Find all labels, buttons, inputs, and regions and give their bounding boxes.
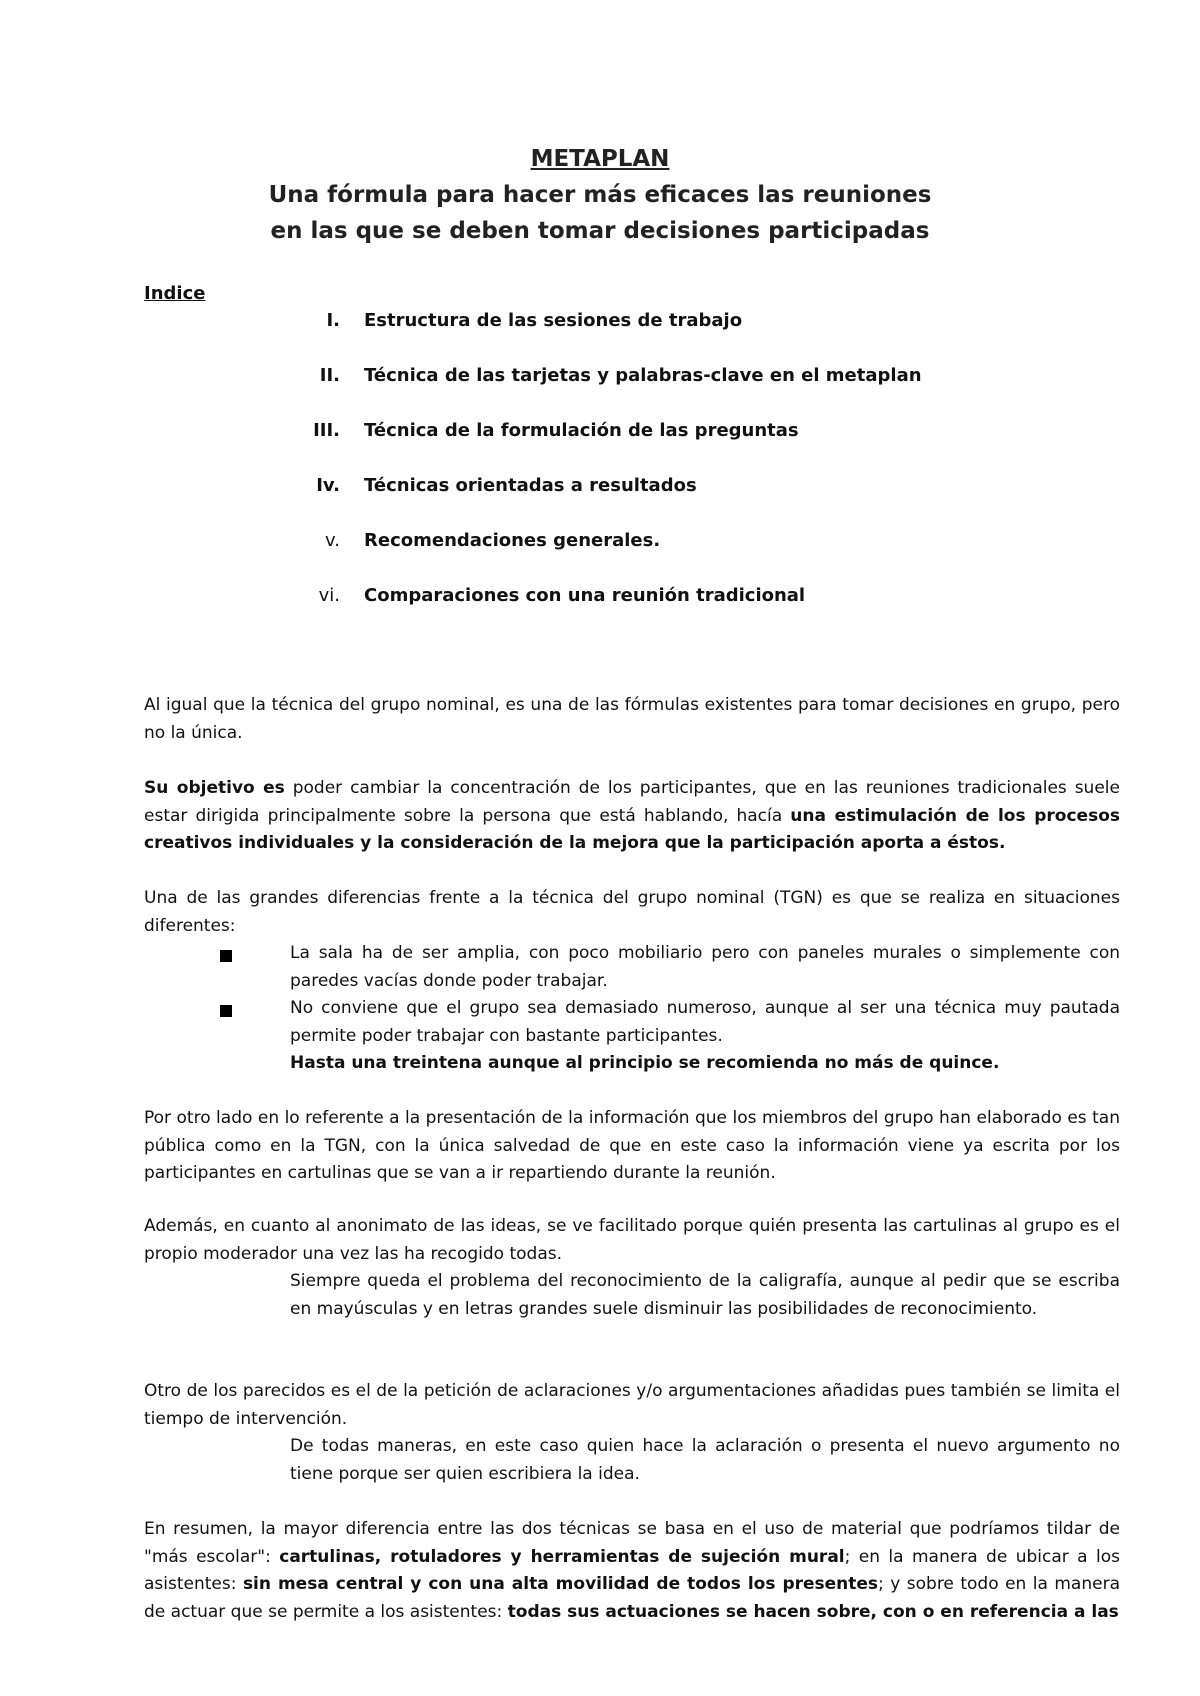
toc-item-number: Iv. <box>316 475 340 496</box>
toc-item-label: Recomendaciones generales. <box>364 530 661 551</box>
objective-lead: Su objetivo es <box>144 778 285 798</box>
objective-emphasis: una estimulación de los procesos creativos individuales y la consideración de la mejora que la participación aporta a éstos. <box>144 805 1120 853</box>
bullet-list <box>144 940 1120 1078</box>
paragraph-differences: Una de las grandes diferencias frente a la técnica del grupo nominal (TGN) es que se realiza en situaciones diferentes: <box>144 888 1120 936</box>
paragraph-presentation: Por otro lado en lo referente a la presentación de la información que los miembros del grupo han elaborado es tan pública como en la TGN, con la única salvedad de que en este caso la información viene ya escrita por los participantes en cartulinas que se van a ir repartiendo durante la reunión. <box>144 1108 1120 1183</box>
summary-text-3: ; y sobre todo en la manera de actuar que se permite a los asistentes: <box>144 1574 1120 1622</box>
toc-item-number: vi. <box>318 585 340 606</box>
toc-item <box>290 365 990 420</box>
paragraph-summary <box>144 1516 1120 1626</box>
toc-item-label: Técnica de la formulación de las preguntas <box>364 420 799 441</box>
bullet-emphasis: Hasta una treintena aunque al principio se recomienda no más de quince. <box>290 1053 1000 1073</box>
list-item <box>144 940 1120 995</box>
toc-item <box>290 475 990 530</box>
paragraph-intro: Al igual que la técnica del grupo nominal, es una de las fórmulas existentes para tomar decisiones en grupo, pero no la única. <box>144 695 1120 743</box>
square-bullet-icon <box>220 1005 232 1017</box>
toc-item-number: v. <box>325 530 340 551</box>
document-title: METAPLAN <box>530 146 670 172</box>
summary-emphasis-1: cartulinas, rotuladores y herramientas de sujeción mural <box>279 1546 845 1567</box>
paragraph-anonymity: Además, en cuanto al anonimato de las ideas, se ve facilitado porque quién presenta las cartulinas al grupo es el propio moderador una vez las ha recogido todas. <box>144 1216 1120 1264</box>
summary-emphasis-2: sin mesa central y con una alta movilidad de todos los presentes <box>242 1574 879 1594</box>
index-heading: Indice <box>144 283 206 304</box>
toc-item <box>290 585 990 640</box>
toc-item-number: I. <box>326 310 340 331</box>
toc-item-label: Técnica de las tarjetas y palabras-clave en el metaplan <box>364 365 922 386</box>
document-subtitle-line-2: en las que se deben tomar decisiones participadas <box>270 218 930 244</box>
toc-item-number: II. <box>319 365 340 386</box>
bullet-text: La sala ha de ser amplia, con poco mobiliario pero con paneles murales o simplemente con paredes vacías donde poder trabajar. <box>290 943 1120 991</box>
indented-note-calligraphy: Siempre queda el problema del reconocimiento de la caligrafía, aunque al pedir que se escriba en mayúsculas y en letras grandes suele disminuir las posibilidades de reconocimiento. <box>290 1271 1120 1319</box>
toc-item <box>290 530 990 585</box>
document-subtitle-line-1: Una fórmula para hacer más eficaces las reuniones <box>268 182 932 208</box>
toc-item <box>290 310 990 365</box>
objective-text: poder cambiar la concentración de los participantes, que en las reuniones tradicionales suele estar dirigida principalmente sobre la persona que está hablando, hacía <box>144 778 1120 826</box>
square-bullet-icon <box>220 950 232 962</box>
paragraph-clarifications: Otro de los parecidos es el de la petición de aclaraciones y/o argumentaciones añadidas pues también se limita el tiempo de intervención. <box>144 1381 1120 1429</box>
summary-text-2: ; en la manera de ubicar a los asistentes: <box>144 1546 1120 1594</box>
toc-item <box>290 420 990 475</box>
toc-item-label: Técnicas orientadas a resultados <box>364 475 697 496</box>
bullet-text: No conviene que el grupo sea demasiado numeroso, aunque al ser una técnica muy pautada permite poder trabajar con bastante participantes. <box>290 998 1120 1046</box>
summary-text-1: En resumen, la mayor diferencia entre las dos técnicas se basa en el uso de material que podríamos tildar de "más escolar": <box>144 1519 1120 1567</box>
toc-item-label: Comparaciones con una reunión tradicional <box>364 585 806 606</box>
indented-note-clarification: De todas maneras, en este caso quien hace la aclaración o presenta el nuevo argumento no tiene porque ser quien escribiera la idea. <box>290 1436 1120 1484</box>
paragraph-objective <box>144 775 1120 858</box>
toc-item-label: Estructura de las sesiones de trabajo <box>364 310 743 331</box>
table-of-contents <box>290 310 990 640</box>
summary-emphasis-3: todas sus actuaciones se hacen sobre, con o en referencia a las <box>507 1601 1119 1622</box>
list-item <box>144 995 1120 1078</box>
toc-item-number: III. <box>313 420 340 441</box>
